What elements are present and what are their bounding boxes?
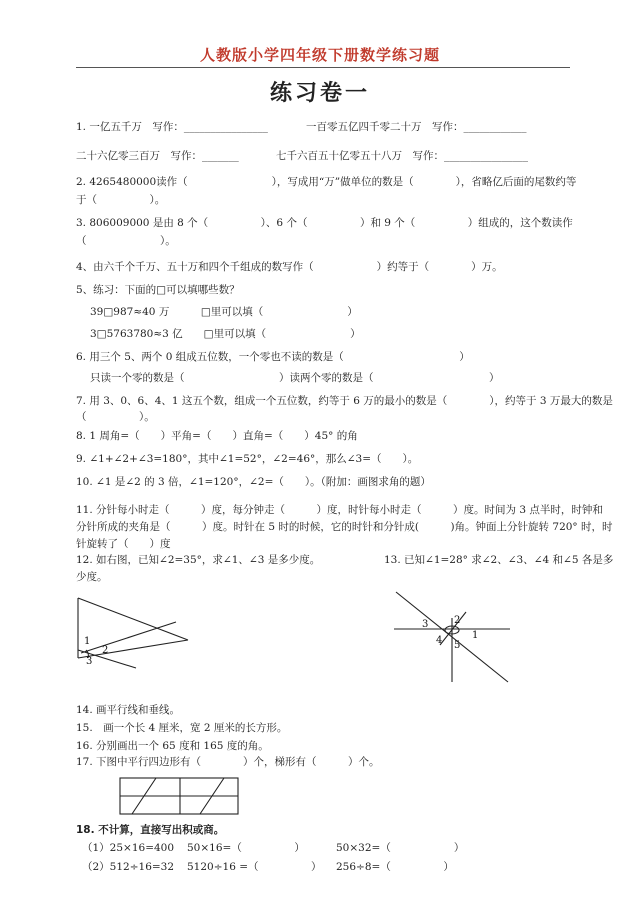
question-6b: 只读一个零的数是（ ）读两个零的数是（ ）: [90, 372, 500, 384]
question-11a: 11. 分针每小时走（ ）度，每分钟走（ ）度，时针每小时走（ ）度。时间为 3 点半时，时钟和: [76, 504, 603, 516]
question-17: 17. 下图中平行四边形有（ ）个，梯形有（ ）个。: [76, 756, 380, 768]
question-10: 10. ∠1 是∠2 的 3 倍，∠1=120°，∠2=（ ）。（附加：画图求角的题）: [76, 476, 431, 488]
header-divider: [76, 67, 570, 68]
q18-row2-col2: 5120÷16 =（ ）: [187, 861, 322, 873]
question-2a: 2. 4265480000读作（ ），写成用“万”做单位的数是（ ），省略亿后面的尾数约等: [76, 176, 577, 188]
q18-row2-col3: 256÷8=（ ）: [336, 861, 454, 873]
question-1c: 二十六亿零三百万 写作：_______: [76, 150, 239, 162]
question-5: 5、练习：下面的□可以填哪些数？: [76, 284, 240, 296]
q18-row1-col3: 50×32=（ ）: [336, 842, 465, 854]
fig12-line-long: [78, 598, 188, 640]
question-1a: 1. 一亿五千万 写作：________________: [76, 121, 268, 133]
question-1d: 七千六百五十亿零五十八万 写作：________________: [276, 150, 528, 162]
fig12-line-cross: [81, 622, 176, 653]
question-14: 14. 画平行线和垂线。: [76, 704, 181, 716]
question-7b: （ ）。: [76, 411, 155, 423]
fig13-label-5: 5: [454, 640, 461, 651]
fig13-label-4: 4: [436, 635, 443, 646]
question-4: 4、由六千个千万、五十万和四个千组成的数写作（ ）约等于（ ）万。: [76, 261, 503, 273]
fig13-label-3: 3: [422, 619, 429, 630]
question-12: 12. 如右图，已知∠2=35°，求∠1、∠3 是多少度。: [76, 554, 321, 566]
question-2b: 于（ ）。: [76, 194, 166, 206]
figure-q12: [76, 596, 196, 670]
question-16: 16. 分别画出一个 65 度和 165 度的角。: [76, 740, 269, 752]
question-11c: 针旋转了（ ）度: [76, 538, 171, 550]
fig12-label-1: 1: [84, 636, 91, 647]
question-6a: 6. 用三个 5、两个 0 组成五位数，一个零也不读的数是（ ）: [76, 351, 470, 363]
question-3a: 3. 806009000 是由 8 个（ ）、6 个（ ）和 9 个（ ）组成的，这个数读作: [76, 217, 573, 229]
question-11b: 分针所成的夹角是（ ）度。时针在 5 时的时候，它的时针和分针成( )角。钟面上分针旋转 720° 时，时: [76, 521, 613, 533]
fig12-label-3: 3: [86, 656, 93, 667]
question-3b: （ ）。: [76, 235, 176, 247]
fig13-label-2: 2: [454, 615, 461, 626]
q18-row1-col2: 50×16=（ ）: [187, 842, 305, 854]
question-5a: 39□987≈40 万 □里可以填（ ）: [90, 306, 358, 318]
question-13b: 少度。: [76, 571, 108, 583]
document-header: 人教版小学四年级下册数学练习题: [199, 46, 440, 64]
figure-q13: [392, 590, 514, 682]
question-15: 15. 画一个长 4 厘米，宽 2 厘米的长方形。: [76, 722, 288, 734]
fig13-label-1: 1: [472, 630, 479, 641]
question-18: 18. 不计算，直接写出积或商。: [76, 824, 225, 836]
figure-q17: [118, 776, 242, 816]
fig12-label-2: 2: [102, 645, 109, 656]
page-title: 练习卷一: [269, 81, 370, 106]
question-9: 9. ∠1+∠2+∠3=180°，其中∠1=52°，∠2=46°，那么∠3=（ ）。: [76, 453, 419, 465]
question-13a: 13. 已知∠1=28° 求∠2、∠3、∠4 和∠5 各是多: [384, 554, 614, 566]
q18-row2-col1: （2）512÷16=32: [82, 861, 175, 873]
question-1b: 一百零五亿四千零二十万 写作：____________: [306, 121, 527, 133]
q18-row1-col1: （1）25×16=400: [82, 842, 175, 854]
question-7a: 7. 用 3、0、6、4、1 这五个数，组成一个五位数，约等于 6 万的最小的数是（ ），约等于 3 万最大的数是: [76, 395, 613, 407]
question-8: 8. 1 周角=（ ）平角=（ ）直角=（ ）45° 的角: [76, 430, 358, 442]
question-5b: 3□5763780≈3 亿 □里可以填（ ）: [90, 328, 361, 340]
